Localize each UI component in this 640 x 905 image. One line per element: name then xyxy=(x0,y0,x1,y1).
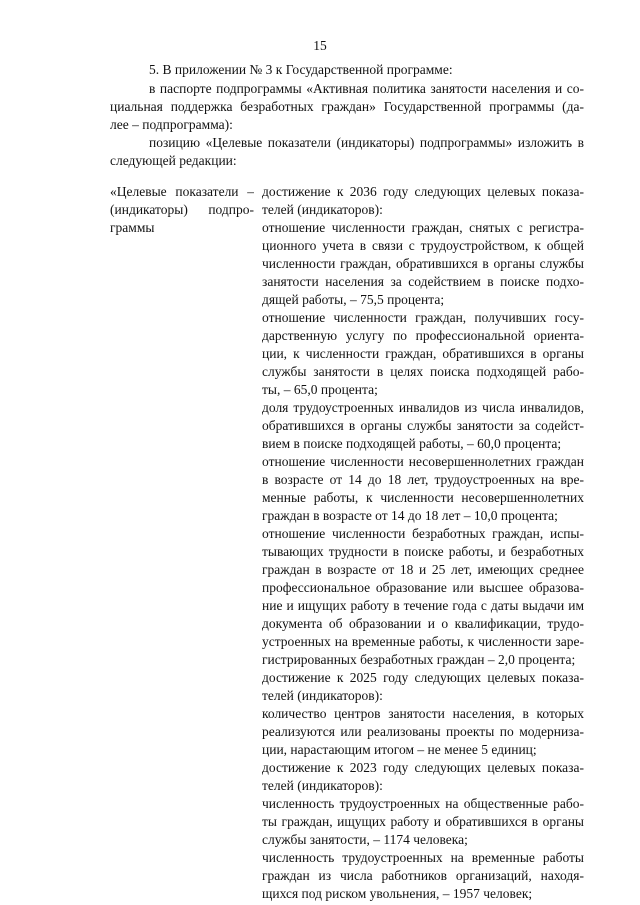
item-heading: 5. В приложении № 3 к Государственной программе: xyxy=(149,62,453,77)
paragraph-line: в паспорте подпрограммы «Активная политика занятости населения и со- xyxy=(149,81,584,96)
indicator-value-line: телей (индикаторов): xyxy=(262,202,383,217)
indicator-value-line: телей (индикаторов): xyxy=(262,688,383,703)
indicator-value-line: ции, к численности граждан, обратившихся в органы xyxy=(262,346,584,361)
indicator-value-line: обратившихся в органы службы занятости за содейст- xyxy=(262,418,584,433)
indicator-value-line: документа об образовании и о квалификации, трудо- xyxy=(262,616,584,631)
indicator-value-line: ты граждан, ищущих работу и обратившихся в органы xyxy=(262,814,584,829)
indicator-value-line: гистрированных безработных граждан – 2,0 процента; xyxy=(262,652,576,667)
paragraph-line: позицию «Целевые показатели (индикаторы) подпрограммы» изложить в xyxy=(149,135,584,150)
indicator-value-line: численность трудоустроенных на временные работы xyxy=(262,850,584,865)
indicator-value-line: профессиональное образование или высшее образова- xyxy=(262,580,584,595)
indicator-value-line: тывающих трудности в поиске работы, и безработных xyxy=(262,544,584,559)
indicator-value-line: в возрасте от 14 до 18 лет, трудоустроенных на вре- xyxy=(262,472,584,487)
indicator-value-line: ты, – 65,0 процента; xyxy=(262,382,378,397)
paragraph-line: циальная поддержка безработных граждан» Государственной программы (да- xyxy=(110,99,584,114)
indicator-value-line: граждан в возрасте от 14 до 18 лет – 10,0 процента; xyxy=(262,508,558,523)
indicator-value-line: менные работы, к численности несовершеннолетних xyxy=(262,490,584,505)
indicator-value-line: ние и ищущих работу в течение года с даты выдачи им xyxy=(262,598,584,613)
indicator-value-line: устроенных на временные работы, к численности заре- xyxy=(262,634,584,649)
indicator-value-line: достижение к 2025 году следующих целевых показа- xyxy=(262,670,584,685)
indicator-label-line: граммы xyxy=(110,220,155,235)
indicator-value-line: численность трудоустроенных на общественные рабо- xyxy=(262,796,584,811)
indicator-value-line: доля трудоустроенных инвалидов из числа инвалидов, xyxy=(262,400,584,415)
page-number: 15 xyxy=(313,38,327,53)
indicator-value-line: дарственную услугу по профессиональной ориента- xyxy=(262,328,584,343)
indicator-value-line: службы занятости, – 1174 человека; xyxy=(262,832,468,847)
indicator-value-line: отношение численности граждан, получивших госу- xyxy=(262,310,584,325)
paragraph-line: следующей редакции: xyxy=(110,153,237,168)
indicator-value-line: достижение к 2023 году следующих целевых показа- xyxy=(262,760,584,775)
indicator-value-line: реализуются или реализованы проекты по модерниза- xyxy=(262,724,584,739)
indicator-value-line: телей (индикаторов): xyxy=(262,778,383,793)
indicator-label-line: (индикаторы) подпро- xyxy=(110,202,254,217)
indicator-value-line: вием в поиске подходящей работы, – 60,0 процента; xyxy=(262,436,562,451)
indicator-value-line: количество центров занятости населения, в которых xyxy=(262,706,584,721)
indicator-value-line: численности граждан, обратившихся в органы службы xyxy=(262,256,584,271)
indicator-value-line: отношение численности несовершеннолетних граждан xyxy=(262,454,584,469)
indicator-value-line: ционного учета в связи с трудоустройством, к общей xyxy=(262,238,584,253)
indicator-value-line: службы занятости в целях поиска подходящей рабо- xyxy=(262,364,584,379)
indicator-value-line: отношение численности граждан, снятых с регистра- xyxy=(262,220,584,235)
indicator-value-line: занятости населения за содействием в поиске подхо- xyxy=(262,274,584,289)
paragraph-line: лее – подпрограмма): xyxy=(110,117,233,132)
indicator-value-line: граждан из числа работников организаций, находя- xyxy=(262,868,584,883)
indicator-value-line: щихся под риском увольнения, – 1957 человек; xyxy=(262,886,533,901)
indicator-label-line: «Целевые показатели – xyxy=(110,184,254,199)
indicator-value-line: отношение численности безработных граждан, испы- xyxy=(262,526,584,541)
indicator-value-line: дящей работы, – 75,5 процента; xyxy=(262,292,445,307)
indicator-value-line: граждан в возрасте от 18 и 25 лет, имеющих среднее xyxy=(262,562,584,577)
indicator-value-line: достижение к 2036 году следующих целевых показа- xyxy=(262,184,584,199)
indicator-value-line: ции, нарастающим итогом – не менее 5 единиц; xyxy=(262,742,537,757)
